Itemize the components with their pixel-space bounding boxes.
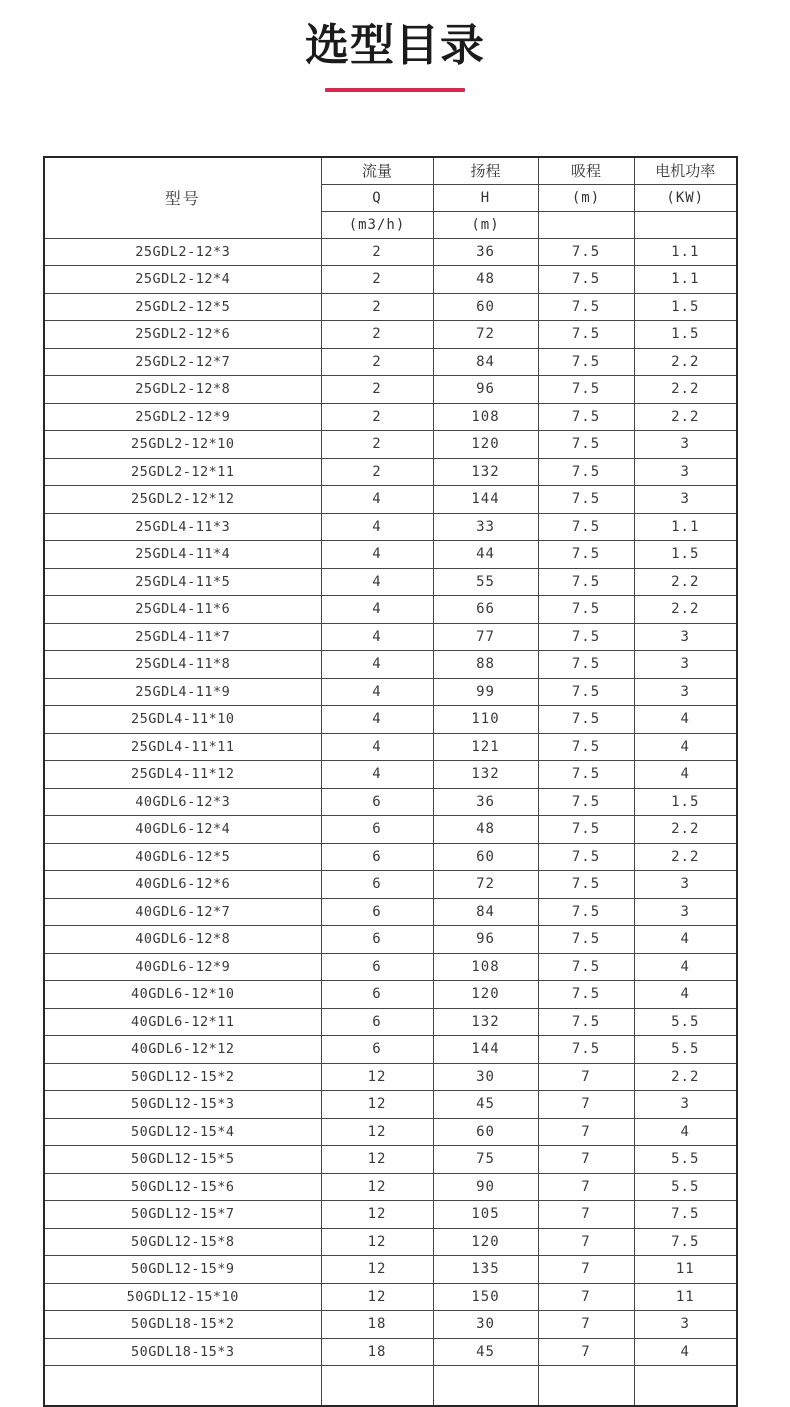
- value-cell: 1.1: [634, 238, 737, 266]
- table-row: [44, 486, 737, 514]
- value-cell: 7: [538, 1283, 634, 1311]
- value-cell: 7: [538, 1311, 634, 1339]
- value-cell: 1.1: [634, 266, 737, 294]
- value-cell: 88: [433, 651, 538, 679]
- value-cell: 7.5: [538, 513, 634, 541]
- model-cell: 50GDL12-15*8: [44, 1228, 321, 1256]
- value-cell: 120: [433, 981, 538, 1009]
- value-cell: 48: [433, 816, 538, 844]
- table-row: [44, 1063, 737, 1091]
- value-cell: 144: [433, 486, 538, 514]
- table-row: [44, 513, 737, 541]
- value-cell: 7: [538, 1063, 634, 1091]
- value-cell: 72: [433, 321, 538, 349]
- model-cell: 25GDL2-12*5: [44, 293, 321, 321]
- value-cell: 2.2: [634, 1063, 737, 1091]
- table-row: [44, 1201, 737, 1229]
- empty-cell: [44, 1366, 321, 1406]
- value-cell: 72: [433, 871, 538, 899]
- model-cell: 25GDL4-11*5: [44, 568, 321, 596]
- model-cell: 40GDL6-12*3: [44, 788, 321, 816]
- table-row: [44, 1008, 737, 1036]
- value-cell: 120: [433, 1228, 538, 1256]
- value-cell: 7.5: [538, 1036, 634, 1064]
- value-cell: 7.5: [538, 981, 634, 1009]
- value-cell: 3: [634, 651, 737, 679]
- column-header-model: 型号: [44, 157, 321, 238]
- value-cell: 12: [321, 1256, 433, 1284]
- value-cell: 66: [433, 596, 538, 624]
- table-row: [44, 1036, 737, 1064]
- model-cell: 25GDL2-12*8: [44, 376, 321, 404]
- value-cell: 7.5: [538, 733, 634, 761]
- value-cell: 2: [321, 348, 433, 376]
- model-cell: 40GDL6-12*11: [44, 1008, 321, 1036]
- value-cell: 135: [433, 1256, 538, 1284]
- value-cell: 7.5: [538, 321, 634, 349]
- value-cell: 7.5: [538, 843, 634, 871]
- table-row: [44, 816, 737, 844]
- value-cell: 48: [433, 266, 538, 294]
- value-cell: 45: [433, 1091, 538, 1119]
- value-cell: 12: [321, 1201, 433, 1229]
- value-cell: 36: [433, 238, 538, 266]
- value-cell: 33: [433, 513, 538, 541]
- value-cell: 60: [433, 1118, 538, 1146]
- value-cell: 6: [321, 926, 433, 954]
- table-row: [44, 348, 737, 376]
- model-cell: 40GDL6-12*10: [44, 981, 321, 1009]
- page-title: 选型目录: [305, 21, 485, 70]
- value-cell: 2: [321, 266, 433, 294]
- value-cell: 120: [433, 431, 538, 459]
- model-cell: 40GDL6-12*9: [44, 953, 321, 981]
- value-cell: 2.2: [634, 376, 737, 404]
- value-cell: 7.5: [538, 788, 634, 816]
- model-cell: 25GDL4-11*6: [44, 596, 321, 624]
- table-row: [44, 761, 737, 789]
- value-cell: 7.5: [538, 348, 634, 376]
- value-cell: 132: [433, 1008, 538, 1036]
- value-cell: 7.5: [538, 238, 634, 266]
- model-cell: 40GDL6-12*12: [44, 1036, 321, 1064]
- value-cell: 1.5: [634, 788, 737, 816]
- value-cell: 6: [321, 1036, 433, 1064]
- value-cell: 7.5: [538, 898, 634, 926]
- value-cell: 5.5: [634, 1146, 737, 1174]
- value-cell: 4: [321, 486, 433, 514]
- empty-cell: [321, 1366, 433, 1406]
- table-row: [44, 1146, 737, 1174]
- model-cell: 25GDL2-12*6: [44, 321, 321, 349]
- value-cell: 110: [433, 706, 538, 734]
- value-cell: 3: [634, 898, 737, 926]
- value-cell: 3: [634, 458, 737, 486]
- table-header: [44, 157, 737, 238]
- table-row: [44, 926, 737, 954]
- value-cell: 7.5: [538, 871, 634, 899]
- value-cell: 6: [321, 871, 433, 899]
- column-unit-flow: (m3/h): [321, 211, 433, 238]
- value-cell: 1.5: [634, 541, 737, 569]
- model-cell: 25GDL2-12*4: [44, 266, 321, 294]
- model-cell: 50GDL12-15*6: [44, 1173, 321, 1201]
- model-cell: 25GDL4-11*4: [44, 541, 321, 569]
- table-row: [44, 403, 737, 431]
- value-cell: 2.2: [634, 403, 737, 431]
- table-row: [44, 321, 737, 349]
- value-cell: 7.5: [538, 431, 634, 459]
- value-cell: 6: [321, 816, 433, 844]
- value-cell: 2: [321, 293, 433, 321]
- value-cell: 7.5: [538, 623, 634, 651]
- value-cell: 2.2: [634, 568, 737, 596]
- value-cell: 7.5: [538, 596, 634, 624]
- value-cell: 132: [433, 761, 538, 789]
- value-cell: 12: [321, 1228, 433, 1256]
- table-row: [44, 733, 737, 761]
- value-cell: 3: [634, 431, 737, 459]
- value-cell: 12: [321, 1118, 433, 1146]
- value-cell: 4: [634, 706, 737, 734]
- value-cell: 3: [634, 1091, 737, 1119]
- value-cell: 5.5: [634, 1173, 737, 1201]
- table-row: [44, 1228, 737, 1256]
- value-cell: 12: [321, 1091, 433, 1119]
- model-cell: 40GDL6-12*5: [44, 843, 321, 871]
- table-row: [44, 1256, 737, 1284]
- value-cell: 108: [433, 403, 538, 431]
- column-symbol-head: H: [433, 184, 538, 211]
- value-cell: 2: [321, 376, 433, 404]
- value-cell: 45: [433, 1338, 538, 1366]
- value-cell: 132: [433, 458, 538, 486]
- table-row: [44, 981, 737, 1009]
- model-cell: 25GDL2-12*11: [44, 458, 321, 486]
- model-cell: 50GDL12-15*9: [44, 1256, 321, 1284]
- value-cell: 150: [433, 1283, 538, 1311]
- value-cell: 7: [538, 1091, 634, 1119]
- value-cell: 4: [321, 733, 433, 761]
- value-cell: 55: [433, 568, 538, 596]
- value-cell: 5.5: [634, 1036, 737, 1064]
- value-cell: 7.5: [634, 1201, 737, 1229]
- value-cell: 7.5: [538, 926, 634, 954]
- value-cell: 3: [634, 623, 737, 651]
- value-cell: 108: [433, 953, 538, 981]
- value-cell: 4: [634, 953, 737, 981]
- empty-cell: [634, 1366, 737, 1406]
- table-row: [44, 431, 737, 459]
- value-cell: 1.5: [634, 293, 737, 321]
- title-underline-divider: [325, 88, 465, 92]
- column-unit-head: (m): [433, 211, 538, 238]
- column-symbol-flow: Q: [321, 184, 433, 211]
- value-cell: 4: [634, 926, 737, 954]
- model-cell: 40GDL6-12*8: [44, 926, 321, 954]
- value-cell: 7.5: [538, 293, 634, 321]
- value-cell: 4: [321, 513, 433, 541]
- model-cell: 25GDL2-12*3: [44, 238, 321, 266]
- value-cell: 11: [634, 1283, 737, 1311]
- value-cell: 5.5: [634, 1008, 737, 1036]
- value-cell: 1.1: [634, 513, 737, 541]
- value-cell: 6: [321, 898, 433, 926]
- pump-selection-table: [43, 156, 738, 1407]
- value-cell: 7.5: [538, 403, 634, 431]
- value-cell: 2.2: [634, 596, 737, 624]
- model-cell: 25GDL2-12*7: [44, 348, 321, 376]
- column-header-power: 电机功率: [634, 157, 737, 184]
- model-cell: 50GDL12-15*7: [44, 1201, 321, 1229]
- value-cell: 6: [321, 953, 433, 981]
- value-cell: 75: [433, 1146, 538, 1174]
- value-cell: 3: [634, 486, 737, 514]
- table-row: [44, 568, 737, 596]
- value-cell: 7: [538, 1338, 634, 1366]
- value-cell: 3: [634, 678, 737, 706]
- value-cell: 84: [433, 898, 538, 926]
- value-cell: 7: [538, 1228, 634, 1256]
- value-cell: 4: [321, 568, 433, 596]
- table-row: [44, 1091, 737, 1119]
- value-cell: 7.5: [538, 486, 634, 514]
- value-cell: 18: [321, 1338, 433, 1366]
- value-cell: 4: [321, 706, 433, 734]
- value-cell: 36: [433, 788, 538, 816]
- value-cell: 4: [321, 596, 433, 624]
- value-cell: 7.5: [634, 1228, 737, 1256]
- value-cell: 7.5: [538, 568, 634, 596]
- value-cell: 7.5: [538, 706, 634, 734]
- value-cell: 7: [538, 1118, 634, 1146]
- value-cell: 60: [433, 293, 538, 321]
- model-cell: 40GDL6-12*6: [44, 871, 321, 899]
- value-cell: 7.5: [538, 266, 634, 294]
- table-row: [44, 788, 737, 816]
- value-cell: 90: [433, 1173, 538, 1201]
- value-cell: 30: [433, 1311, 538, 1339]
- value-cell: 121: [433, 733, 538, 761]
- value-cell: 6: [321, 981, 433, 1009]
- value-cell: 4: [634, 1118, 737, 1146]
- value-cell: 4: [634, 733, 737, 761]
- partial-clipped-row: [44, 1366, 737, 1406]
- value-cell: 96: [433, 376, 538, 404]
- table-row: [44, 238, 737, 266]
- empty-cell: [433, 1366, 538, 1406]
- value-cell: 77: [433, 623, 538, 651]
- model-cell: 50GDL12-15*2: [44, 1063, 321, 1091]
- value-cell: 6: [321, 788, 433, 816]
- model-cell: 25GDL4-11*10: [44, 706, 321, 734]
- value-cell: 60: [433, 843, 538, 871]
- value-cell: 4: [634, 981, 737, 1009]
- table-row: [44, 623, 737, 651]
- value-cell: 4: [321, 651, 433, 679]
- value-cell: 2: [321, 458, 433, 486]
- model-cell: 40GDL6-12*7: [44, 898, 321, 926]
- model-cell: 50GDL18-15*2: [44, 1311, 321, 1339]
- model-cell: 25GDL4-11*7: [44, 623, 321, 651]
- model-cell: 50GDL12-15*5: [44, 1146, 321, 1174]
- header-empty-cell: [634, 211, 737, 238]
- table-row: [44, 1173, 737, 1201]
- table-row: [44, 871, 737, 899]
- column-header-suction: 吸程: [538, 157, 634, 184]
- empty-cell: [538, 1366, 634, 1406]
- value-cell: 2.2: [634, 348, 737, 376]
- value-cell: 105: [433, 1201, 538, 1229]
- table-row: [44, 541, 737, 569]
- model-cell: 50GDL18-15*3: [44, 1338, 321, 1366]
- model-cell: 25GDL2-12*9: [44, 403, 321, 431]
- value-cell: 7.5: [538, 376, 634, 404]
- model-cell: 25GDL4-11*12: [44, 761, 321, 789]
- value-cell: 84: [433, 348, 538, 376]
- value-cell: 2: [321, 321, 433, 349]
- model-cell: 25GDL2-12*12: [44, 486, 321, 514]
- value-cell: 7: [538, 1201, 634, 1229]
- model-cell: 50GDL12-15*4: [44, 1118, 321, 1146]
- value-cell: 7: [538, 1173, 634, 1201]
- value-cell: 7.5: [538, 816, 634, 844]
- value-cell: 1.5: [634, 321, 737, 349]
- value-cell: 4: [321, 678, 433, 706]
- header-row-group: [44, 157, 737, 184]
- value-cell: 11: [634, 1256, 737, 1284]
- value-cell: 18: [321, 1311, 433, 1339]
- table-row: [44, 1118, 737, 1146]
- value-cell: 2: [321, 238, 433, 266]
- model-cell: 25GDL4-11*9: [44, 678, 321, 706]
- value-cell: 7.5: [538, 1008, 634, 1036]
- value-cell: 12: [321, 1173, 433, 1201]
- table-row: [44, 1338, 737, 1366]
- column-unit-suction: (m): [538, 184, 634, 211]
- value-cell: 7.5: [538, 651, 634, 679]
- table-row: [44, 706, 737, 734]
- value-cell: 99: [433, 678, 538, 706]
- value-cell: 3: [634, 871, 737, 899]
- value-cell: 30: [433, 1063, 538, 1091]
- value-cell: 6: [321, 1008, 433, 1036]
- table-row: [44, 293, 737, 321]
- value-cell: 7.5: [538, 458, 634, 486]
- value-cell: 4: [634, 761, 737, 789]
- value-cell: 4: [321, 623, 433, 651]
- value-cell: 2.2: [634, 843, 737, 871]
- column-header-flow: 流量: [321, 157, 433, 184]
- model-cell: 25GDL4-11*3: [44, 513, 321, 541]
- value-cell: 144: [433, 1036, 538, 1064]
- table-row: [44, 376, 737, 404]
- value-cell: 2: [321, 403, 433, 431]
- value-cell: 6: [321, 843, 433, 871]
- model-cell: 25GDL4-11*11: [44, 733, 321, 761]
- model-cell: 50GDL12-15*10: [44, 1283, 321, 1311]
- value-cell: 2.2: [634, 816, 737, 844]
- table-row: [44, 953, 737, 981]
- table-row: [44, 458, 737, 486]
- model-cell: 40GDL6-12*4: [44, 816, 321, 844]
- model-cell: 25GDL4-11*8: [44, 651, 321, 679]
- value-cell: 7.5: [538, 541, 634, 569]
- column-header-head: 扬程: [433, 157, 538, 184]
- value-cell: 7.5: [538, 953, 634, 981]
- value-cell: 4: [321, 761, 433, 789]
- table-row: [44, 266, 737, 294]
- value-cell: 4: [321, 541, 433, 569]
- value-cell: 12: [321, 1146, 433, 1174]
- value-cell: 44: [433, 541, 538, 569]
- table-row: [44, 843, 737, 871]
- value-cell: 7: [538, 1146, 634, 1174]
- table-row: [44, 596, 737, 624]
- table-row: [44, 1311, 737, 1339]
- table-row: [44, 651, 737, 679]
- table-row: [44, 898, 737, 926]
- value-cell: 7: [538, 1256, 634, 1284]
- value-cell: 4: [634, 1338, 737, 1366]
- value-cell: 3: [634, 1311, 737, 1339]
- value-cell: 7.5: [538, 761, 634, 789]
- value-cell: 12: [321, 1283, 433, 1311]
- value-cell: 12: [321, 1063, 433, 1091]
- model-cell: 50GDL12-15*3: [44, 1091, 321, 1119]
- column-unit-power: (KW): [634, 184, 737, 211]
- header-empty-cell: [538, 211, 634, 238]
- value-cell: 2: [321, 431, 433, 459]
- value-cell: 96: [433, 926, 538, 954]
- value-cell: 7.5: [538, 678, 634, 706]
- model-cell: 25GDL2-12*10: [44, 431, 321, 459]
- table-row: [44, 1283, 737, 1311]
- table-body: [44, 238, 737, 1406]
- table-row: [44, 678, 737, 706]
